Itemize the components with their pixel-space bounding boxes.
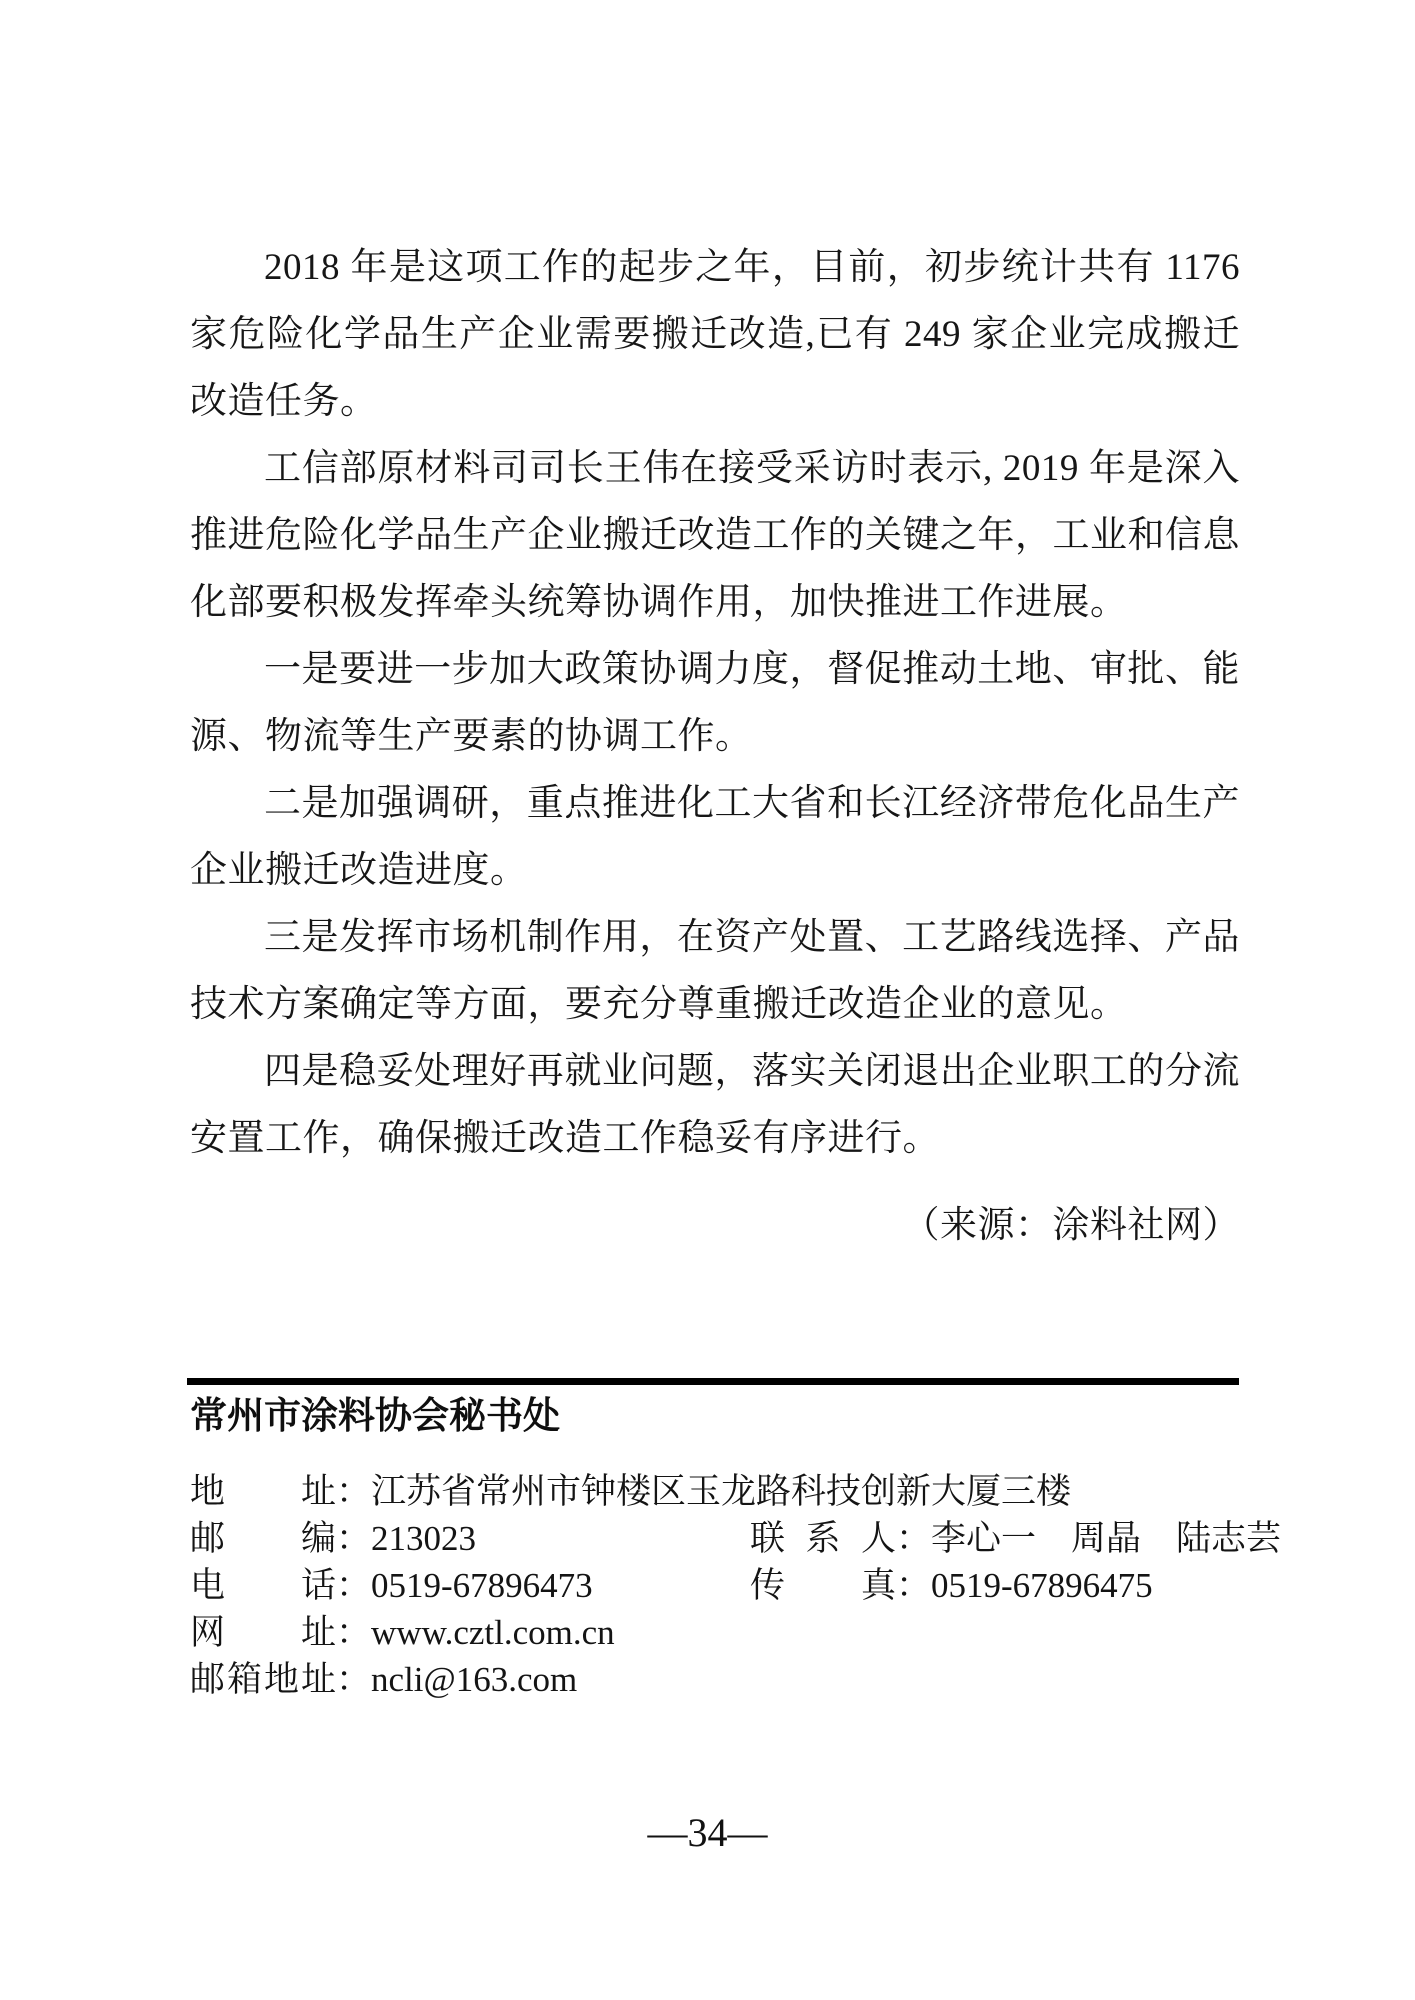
org-name-heading: 常州市涂料协会秘书处 [190, 1395, 560, 1436]
paragraph-1: 2018 年是这项工作的起步之年，目前，初步统计共有 1176 家危险化学品生产企业需要搬迁改造,已有 249 家企业完成搬迁改造任务。 [190, 247, 1240, 422]
address-label: 地址 [190, 1472, 336, 1511]
contact-row-website [190, 1609, 1242, 1656]
contact-row-email [190, 1656, 1242, 1703]
contact-row-address [190, 1468, 1242, 1515]
postal-code-value: 213023 [371, 1519, 477, 1558]
paragraph-5: 三是发挥市场机制作用，在资产处置、工艺路线选择、产品技术方案确定等方面，要充分尊重搬迁改造企业的意见。 [190, 917, 1240, 1025]
email-value: ncli@163.com [371, 1660, 578, 1699]
phone-cell [190, 1562, 593, 1609]
contact-person-cell [750, 1515, 1281, 1562]
address-value: 江苏省常州市钟楼区玉龙路科技创新大厦三楼 [371, 1472, 1072, 1511]
phone-value: 0519-67896473 [371, 1566, 593, 1605]
fax-label: 传真 [750, 1566, 896, 1605]
paragraph-2: 工信部原材料司司长王伟在接受采访时表示, 2019 年是深入推进危险化学品生产企业搬迁改造工作的关键之年，工业和信息化部要积极发挥牵头统筹协调作用，加快推进工作进展。 [190, 448, 1240, 623]
phone-colon: ： [336, 1566, 372, 1605]
website-value: www.cztl.com.cn [371, 1613, 615, 1652]
source-attribution: （来源：涂料社网） [902, 1205, 1240, 1246]
postal-code-cell [190, 1515, 476, 1562]
fax-value: 0519-67896475 [931, 1566, 1153, 1605]
email-colon: ： [336, 1660, 372, 1699]
contact-person-value: 李心一 周晶 陆志芸 [931, 1519, 1282, 1558]
website-label: 网址 [190, 1613, 336, 1652]
phone-label: 电话 [190, 1566, 336, 1605]
website-colon: ： [336, 1613, 372, 1652]
contact-person-label: 联系人 [750, 1519, 896, 1558]
paragraph-3: 一是要进一步加大政策协调力度，督促推动土地、审批、能源、物流等生产要素的协调工作。 [190, 649, 1240, 757]
address-cell [190, 1468, 1071, 1515]
footer-divider [187, 1378, 1239, 1385]
website-cell [190, 1609, 615, 1656]
postal-code-label: 邮编 [190, 1519, 336, 1558]
contact-row-postal-contact [190, 1515, 1282, 1562]
fax-colon: ： [896, 1566, 932, 1605]
contact-info-list [190, 1468, 1282, 1703]
article-body [190, 234, 1240, 1259]
email-label: 邮箱地址 [190, 1660, 336, 1699]
paragraph-4: 二是加强调研，重点推进化工大省和长江经济带危化品生产企业搬迁改造进度。 [190, 783, 1240, 891]
page-number: —34— [647, 1810, 768, 1855]
fax-cell [750, 1562, 1153, 1609]
email-cell [190, 1656, 577, 1703]
contact-row-phone-fax [190, 1562, 1242, 1609]
address-colon: ： [336, 1472, 372, 1511]
postal-code-colon: ： [336, 1519, 372, 1558]
paragraph-6: 四是稳妥处理好再就业问题，落实关闭退出企业职工的分流安置工作，确保搬迁改造工作稳妥有序进行。 [190, 1051, 1240, 1159]
contact-person-colon: ： [896, 1519, 932, 1558]
